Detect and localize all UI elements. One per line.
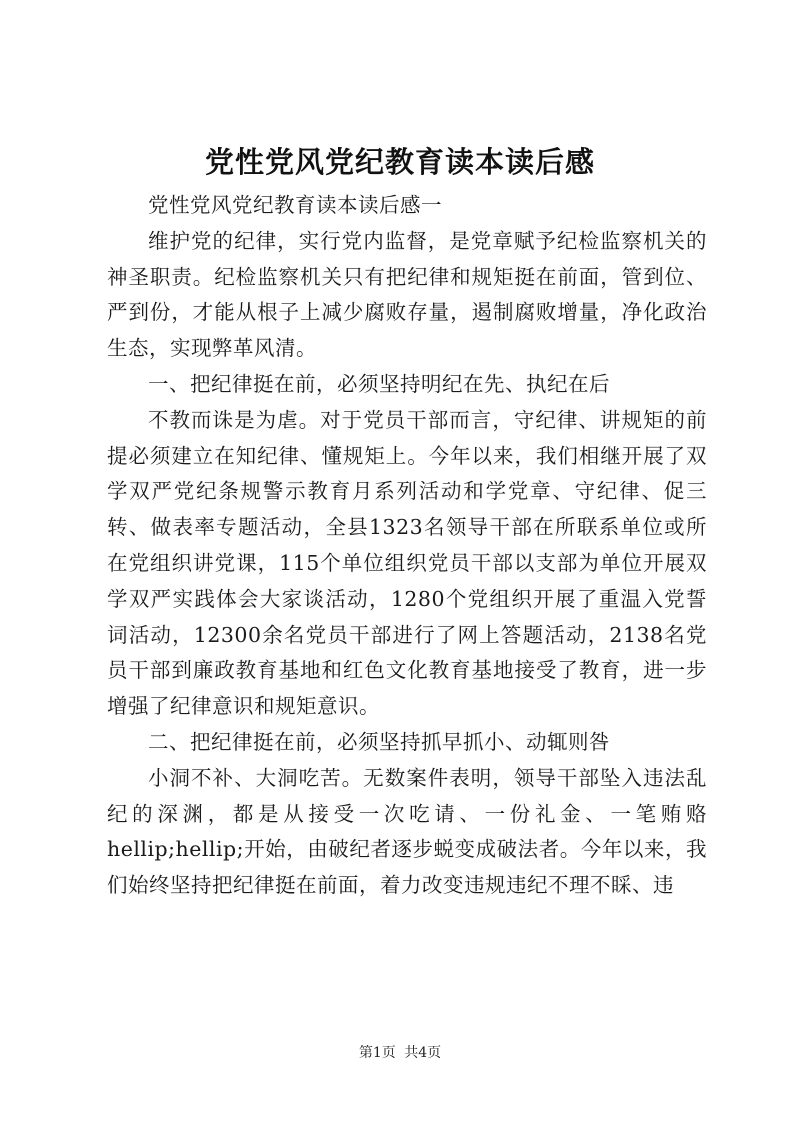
- section-heading-2: 二、把纪律挺在前，必须坚持抓早抓小、动辄则咎: [148, 729, 610, 754]
- page-total: 共4页: [404, 1045, 442, 1061]
- page-footer: [0, 1042, 800, 1062]
- paragraph-section-2: 小洞不补、大洞吃苦。无数案件表明，领导干部坠入违法乱纪的深渊，都是从接受一次吃请、一份礼金、一笔贿赂hellip;hellip;开始，由破纪者逐步蜕变成破法者。今年以来，我们始终坚持把纪律挺在前面，着力改变违规违纪不理不睬、违: [107, 765, 707, 898]
- page-number: 第1页: [358, 1045, 396, 1061]
- paragraph-section-1: 不教而诛是为虐。对于党员干部而言，守纪律、讲规矩的前提必须建立在知纪律、懂规矩上。今年以来，我们相继开展了双学双严党纪条规警示教育月系列活动和学党章、守纪律、促三转、做表率专题活动，全县1323名领导干部在所联系单位或所在党组织讲党课，115个单位组织党员干部以支部为单位开展双学双严实践体会大家谈活动，1280个党组织开展了重温入党誓词活动，12300余名党员干部进行了网上答题活动，2138名党员干部到廉政教育基地和红色文化教育基地接受了教育，进一步增强了纪律意识和规矩意识。: [107, 407, 707, 719]
- section-heading-1: 一、把纪律挺在前，必须坚持明纪在先、执纪在后: [148, 371, 610, 396]
- document-body: [107, 188, 707, 904]
- paragraph-intro: 维护党的纪律，实行党内监督，是党章赋予纪检监察机关的神圣职责。纪检监察机关只有把纪律和规矩挺在前面，管到位、严到份，才能从根子上减少腐败存量，遏制腐败增量，净化政治生态，实现弊革风清。: [107, 228, 707, 361]
- document-subtitle: 党性党风党纪教育读本读后感一: [148, 193, 442, 217]
- document-title: 党性党风党纪教育读本读后感: [204, 145, 595, 179]
